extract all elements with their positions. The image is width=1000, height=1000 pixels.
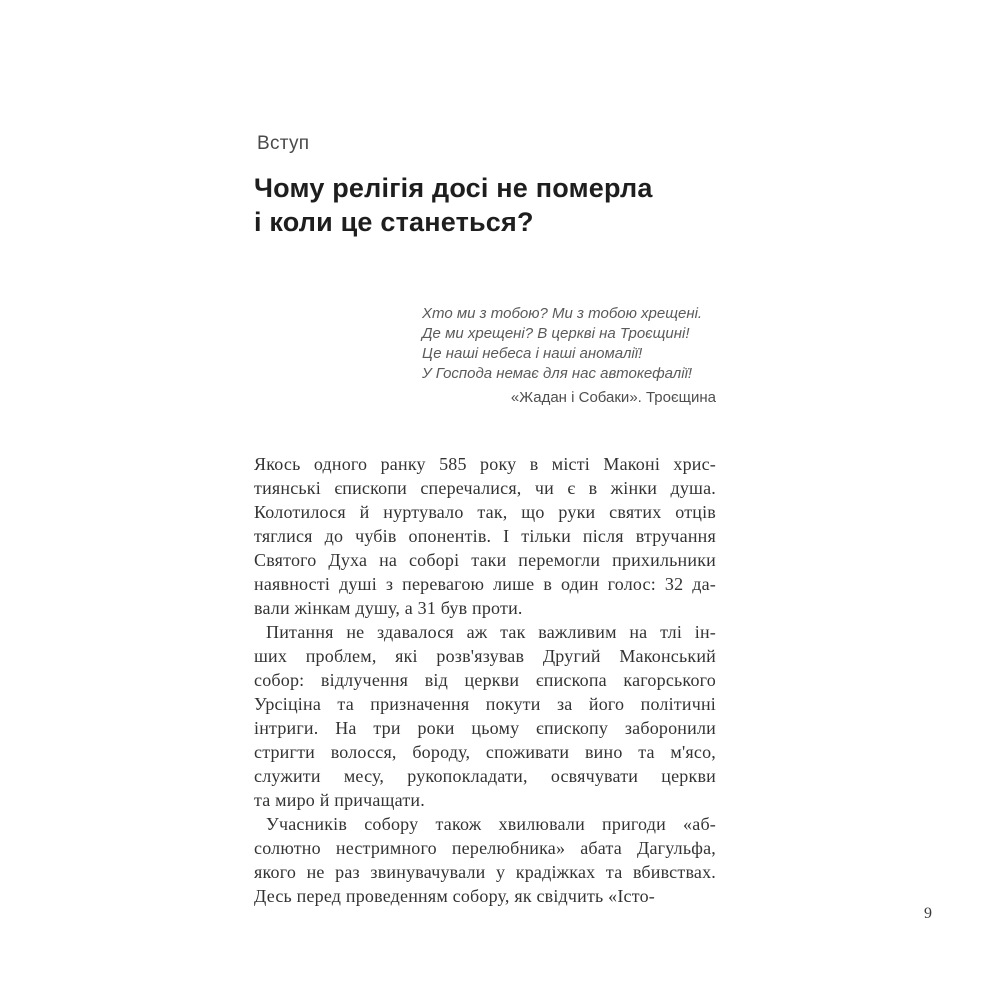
text-line: Святого Духа на соборі таки перемогли прихильники xyxy=(254,550,716,570)
chapter-title-line-1: Чому релігія досі не померла xyxy=(254,173,653,203)
epigraph-verse xyxy=(422,304,716,384)
text-line: якого не раз звинувачували у крадіжках та вбивствах. xyxy=(254,862,716,882)
text-line: тиянські єпископи сперечалися, чи є в жінки душа. xyxy=(254,478,716,498)
page-number: 9 xyxy=(924,905,932,922)
text-line: Урсіціна та призначення покути за його політичні xyxy=(254,694,716,714)
chapter-title xyxy=(254,171,653,239)
text-line: собор: відлучення від церкви єпископа кагорського xyxy=(254,670,716,690)
epigraph-line: Де ми хрещені? В церкві на Троєщині! xyxy=(422,325,690,342)
text-line: Учасників собору також хвилювали пригоди «аб- xyxy=(266,814,716,834)
epigraph-line: У Господа немає для нас автокефалії! xyxy=(422,365,693,382)
text-line: Якось одного ранку 585 року в місті Маконі хрис- xyxy=(254,454,716,474)
paragraph xyxy=(254,812,716,908)
text-line: інтриги. На три роки цьому єпископу заборонили xyxy=(254,718,716,738)
epigraph-attribution: «Жадан і Собаки». Троєщина xyxy=(510,389,716,406)
text-line: наявності душі з перевагою лише в один голос: 32 да- xyxy=(254,574,716,594)
text-line: вали жінкам душу, а 31 був проти. xyxy=(254,598,523,618)
text-line: Колотилося й нуртувало так, що руки святих отців xyxy=(254,502,716,522)
text-line: ших проблем, які розв'язував Другий Маконський xyxy=(254,646,716,666)
paragraph xyxy=(254,620,716,812)
text-line: солютно нестримного перелюбника» абата Дагульфа, xyxy=(254,838,716,858)
text-line: та миро й причащати. xyxy=(254,790,425,810)
epigraph-line: Хто ми з тобою? Ми з тобою хрещені. xyxy=(422,305,703,322)
text-line: стригти волосся, бороду, споживати вино та м'ясо, xyxy=(254,742,716,762)
text-line: тяглися до чубів опонентів. І тільки після втручання xyxy=(254,526,716,546)
text-line: Десь перед проведенням собору, як свідчить «Істо- xyxy=(254,886,655,906)
page-content xyxy=(254,0,932,1000)
paragraph xyxy=(254,452,716,620)
section-label: Вступ xyxy=(257,133,310,154)
text-line: служити месу, рукопокладати, освячувати церкви xyxy=(254,766,716,786)
body-text xyxy=(254,452,716,908)
text-line: Питання не здавалося аж так важливим на тлі ін- xyxy=(266,622,716,642)
chapter-title-line-2: і коли це станеться? xyxy=(254,207,534,237)
epigraph-line: Це наші небеса і наші аномалії! xyxy=(422,345,643,362)
epigraph xyxy=(254,304,716,408)
